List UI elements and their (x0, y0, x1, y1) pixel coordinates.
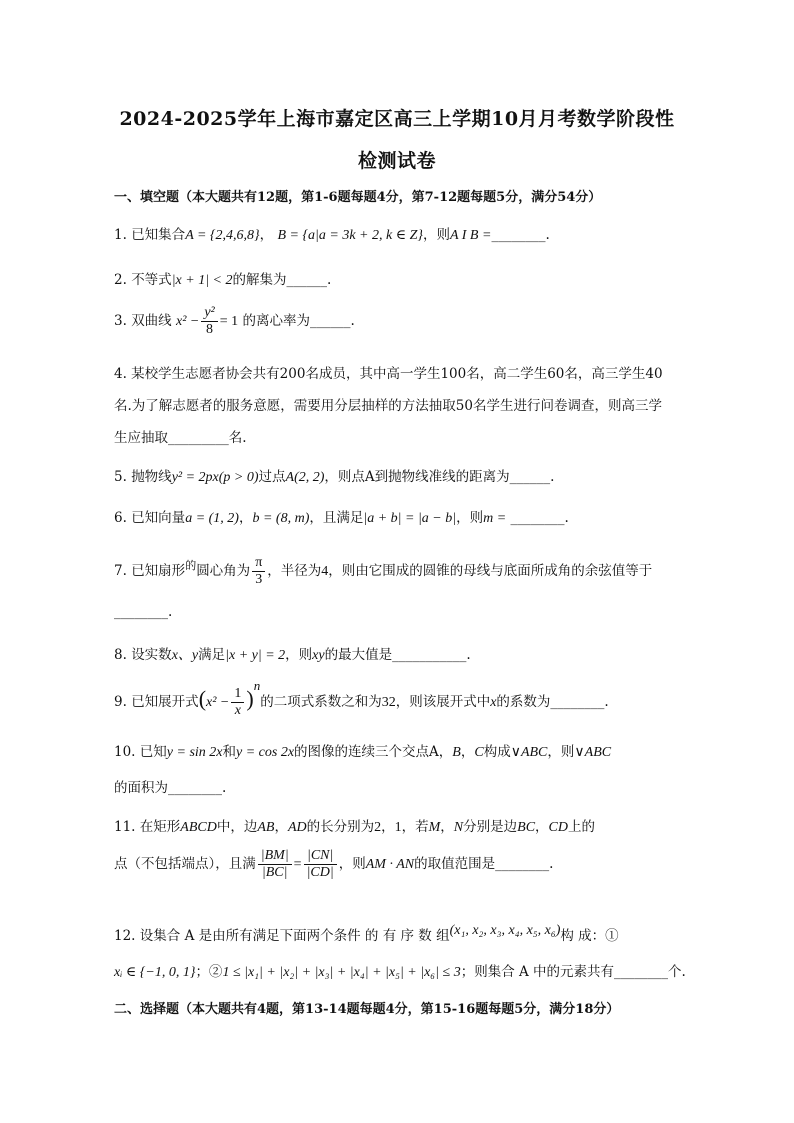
question-4-line2: 名.为了解志愿者的服务意愿，需要用分层抽样的方法抽取50名学生进行问卷调查，则高三学 (114, 398, 662, 414)
question-7: 7. 已知扇形$^的$圆心角为 $\frac{\pi}{3}$ ，半径为4，则由它围成的圆锥的母线与底面所成角的余弦值等于 (114, 555, 653, 587)
question-2: 2. 不等式|x + 1| < 2的解集为______. (114, 272, 332, 288)
exam-title-line2: 检测试卷 (357, 150, 436, 172)
question-10: 10. 已知y = sin 2x和y = cos 2x的图像的连续三个交点A，B，C构成∨ABC，则∨ABC (114, 744, 612, 760)
question-5: 5. 抛物线y² = 2px(p > 0)过点A(2, 2)，则点A到抛物线准线的距离为______. (114, 469, 555, 485)
question-4-line1: 4. 某校学生志愿者协会共有200名成员，其中高一学生100名，高二学生60名，高三学生40 (114, 366, 663, 382)
question-7-line2: ________. (114, 604, 173, 620)
question-6: 6. 已知向量a = (1, 2)，b = (8, m)，且满足|a + b| = |a − b|，则m = ________. (114, 510, 569, 526)
question-11-line2: 点（不包括端点），且满 $\frac{|BM|}{|BC|}$ = $\frac{|CN|}{|CD|}$ ，则AM · AN的取值范围是________. (114, 848, 554, 880)
question-1: 1. 已知集合A = {2,4,6,8}， B = {a|a = 3k + 2, k ∈ Z}，则A I B =________. (114, 227, 550, 243)
question-12: 12. 设集合 A 是由所有满足下面两个条件 的 有 序 数 组(x₁, x₂, x₃, x₄, x₅, x₆)构 成：① (114, 923, 619, 944)
question-9: 9. 已知展开式(x² − $\frac{1}{x}$ )n的二项式系数之和为32，则该展开式中x的系数为________. (114, 678, 609, 718)
question-10-line2: 的面积为________. (114, 780, 227, 796)
question-8: 8. 设实数x、y满足|x + y| = 2，则xy的最大值是___________. (114, 647, 471, 663)
question-12-line2: xᵢ ∈ {−1, 0, 1}；②1 ≤ |x₁| + |x₂| + |x₃| + |x₄| + |x₅| + |x₆| ≤ 3；则集合 A 中的元素共有________个. (114, 964, 686, 980)
exam-title-line1: 2024-2025学年上海市嘉定区高三上学期10月月考数学阶段性 (119, 108, 675, 130)
question-3: 3. 双曲线 x² − $\frac{\text{y²}}{8}$ = 1 的离心率为______. (114, 305, 355, 337)
section-fill-in-heading: 一、填空题（本大题共有12题，第1-6题每题4分，第7-12题每题5分，满分54分） (114, 190, 602, 205)
question-11: 11. 在矩形ABCD中，边AB，AD的长分别为2，1，若M，N分别是边BC，CD上的 (114, 819, 595, 835)
section-choice-heading: 二、选择题（本大题共有4题，第13-14题每题4分，第15-16题每题5分，满分18分） (114, 1002, 620, 1017)
question-4-line3: 生应抽取_________名. (114, 430, 247, 446)
